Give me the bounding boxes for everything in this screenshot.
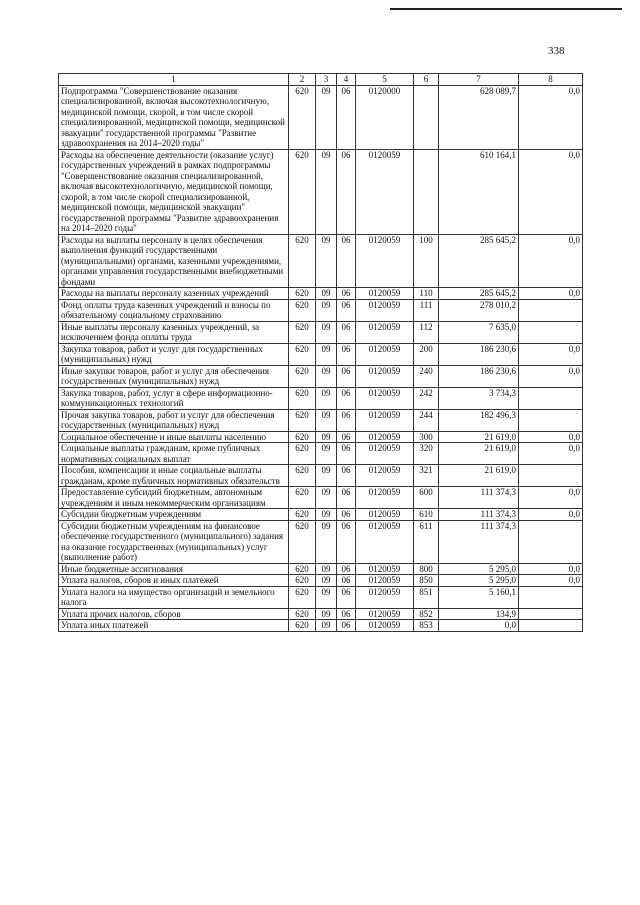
amount-cell: 111 374,3	[439, 520, 519, 563]
ministry-code-cell: 620	[289, 520, 316, 563]
ministry-code-cell: 620	[289, 563, 316, 575]
ministry-code-cell: 620	[289, 620, 316, 632]
target-article-code-cell: 0120059	[356, 288, 414, 300]
table-row	[59, 520, 583, 563]
expense-type-code-cell: 300	[414, 431, 439, 443]
amount-cell: 111 374,3	[439, 487, 519, 509]
item-name-cell: Субсидии бюджетным учреждениям на финансовое обеспечение государственного (муниципального) задания на оказание государственных (муниципальных) услуг (выполнение работ)	[59, 520, 289, 563]
expense-type-code-cell: 852	[414, 608, 439, 620]
section-code-cell: 09	[316, 443, 337, 465]
target-article-code-cell: 0120059	[356, 487, 414, 509]
target-article-code-cell: 0120059	[356, 563, 414, 575]
target-article-code-cell: 0120059	[356, 321, 414, 343]
table-row	[59, 608, 583, 620]
target-article-code-cell: 0120059	[356, 443, 414, 465]
amount-cell: 5 295,0	[439, 575, 519, 587]
budget-table	[58, 73, 583, 632]
amount-cell: 610 164,1	[439, 149, 519, 234]
item-name-cell: Расходы на выплаты персоналу в целях обеспечения выполнения функций государственными (муниципальными) органами, казенными учреждениями, органами управления государственными внебюджетными фондами	[59, 234, 289, 288]
table-row	[59, 509, 583, 521]
expense-type-code-cell: 112	[414, 321, 439, 343]
target-article-code-cell: 0120059	[356, 343, 414, 365]
table-row	[59, 575, 583, 587]
amount-column-8-cell	[519, 387, 583, 409]
subsection-code-cell: 06	[337, 288, 356, 300]
table-row	[59, 149, 583, 234]
amount-column-8-cell	[519, 299, 583, 321]
table-row	[59, 465, 583, 487]
ministry-code-cell: 620	[289, 149, 316, 234]
table-row	[59, 387, 583, 409]
subsection-code-cell: 06	[337, 365, 356, 387]
table-row	[59, 620, 583, 632]
column-header: 4	[337, 74, 356, 86]
target-article-code-cell: 0120059	[356, 387, 414, 409]
amount-column-8-cell: 0,0	[519, 563, 583, 575]
expense-type-code-cell	[414, 85, 439, 149]
ministry-code-cell: 620	[289, 575, 316, 587]
section-code-cell: 09	[316, 509, 337, 521]
table-row	[59, 487, 583, 509]
table-header	[59, 74, 583, 86]
expense-type-code-cell: 200	[414, 343, 439, 365]
section-code-cell: 09	[316, 620, 337, 632]
item-name-cell: Уплата налога на имущество организаций и земельного налога	[59, 586, 289, 608]
subsection-code-cell: 06	[337, 586, 356, 608]
item-name-cell: Уплата прочих налогов, сборов	[59, 608, 289, 620]
amount-cell: 182 496,3	[439, 409, 519, 431]
item-name-cell: Расходы на обеспечение деятельности (оказание услуг) государственных учреждений в рамках подпрограммы "Совершенствование оказания специализированной, включая высокотехнологичную, медицинской помощи, скорой, в том числе скорой специализированной, медицинской помощи, медицинской эвакуации" государственной программы "Развитие здравоохранения на 2014–2020 годы"	[59, 149, 289, 234]
amount-cell: 186 230,6	[439, 343, 519, 365]
section-code-cell: 09	[316, 85, 337, 149]
ministry-code-cell: 620	[289, 586, 316, 608]
ministry-code-cell: 620	[289, 85, 316, 149]
ministry-code-cell: 620	[289, 608, 316, 620]
column-header: 8	[519, 74, 583, 86]
section-code-cell: 09	[316, 520, 337, 563]
amount-column-8-cell: 0,0	[519, 431, 583, 443]
section-code-cell: 09	[316, 563, 337, 575]
target-article-code-cell: 0120059	[356, 149, 414, 234]
subsection-code-cell: 06	[337, 431, 356, 443]
subsection-code-cell: 06	[337, 509, 356, 521]
ministry-code-cell: 620	[289, 343, 316, 365]
table-row	[59, 85, 583, 149]
expense-type-code-cell	[414, 149, 439, 234]
item-name-cell: Иные закупки товаров, работ и услуг для обеспечения государственных (муниципальных) нужд	[59, 365, 289, 387]
header-row	[59, 74, 583, 86]
amount-cell: 0,0	[439, 620, 519, 632]
expense-type-code-cell: 320	[414, 443, 439, 465]
section-code-cell: 09	[316, 343, 337, 365]
ministry-code-cell: 620	[289, 288, 316, 300]
column-header: 7	[439, 74, 519, 86]
target-article-code-cell: 0120059	[356, 431, 414, 443]
expense-type-code-cell: 853	[414, 620, 439, 632]
expense-type-code-cell: 800	[414, 563, 439, 575]
item-name-cell: Закупка товаров, работ и услуг для государственных (муниципальных) нужд	[59, 343, 289, 365]
item-name-cell: Иные бюджетные ассигнования	[59, 563, 289, 575]
table-row	[59, 343, 583, 365]
amount-column-8-cell	[519, 409, 583, 431]
ministry-code-cell: 620	[289, 365, 316, 387]
ministry-code-cell: 620	[289, 321, 316, 343]
item-name-cell: Уплата налогов, сборов и иных платежей	[59, 575, 289, 587]
amount-cell: 5 295,0	[439, 563, 519, 575]
target-article-code-cell: 0120059	[356, 620, 414, 632]
amount-column-8-cell: 0,0	[519, 509, 583, 521]
target-article-code-cell: 0120059	[356, 465, 414, 487]
table-row	[59, 234, 583, 288]
item-name-cell: Прочая закупка товаров, работ и услуг для обеспечения государственных (муниципальных) нужд	[59, 409, 289, 431]
target-article-code-cell: 0120059	[356, 520, 414, 563]
section-code-cell: 09	[316, 487, 337, 509]
expense-type-code-cell: 100	[414, 234, 439, 288]
section-code-cell: 09	[316, 288, 337, 300]
item-name-cell: Уплата иных платежей	[59, 620, 289, 632]
expense-type-code-cell: 850	[414, 575, 439, 587]
expense-type-code-cell: 321	[414, 465, 439, 487]
item-name-cell: Фонд оплаты труда казенных учреждений и взносы по обязательному социальному страхованию	[59, 299, 289, 321]
target-article-code-cell: 0120059	[356, 509, 414, 521]
amount-column-8-cell: 0,0	[519, 343, 583, 365]
subsection-code-cell: 06	[337, 520, 356, 563]
column-header: 3	[316, 74, 337, 86]
subsection-code-cell: 06	[337, 409, 356, 431]
table-row	[59, 443, 583, 465]
section-code-cell: 09	[316, 149, 337, 234]
item-name-cell: Закупка товаров, работ, услуг в сфере информационно-коммуникационных технологий	[59, 387, 289, 409]
section-code-cell: 09	[316, 321, 337, 343]
expense-type-code-cell: 240	[414, 365, 439, 387]
ministry-code-cell: 620	[289, 431, 316, 443]
item-name-cell: Социальное обеспечение и иные выплаты населению	[59, 431, 289, 443]
ministry-code-cell: 620	[289, 387, 316, 409]
ministry-code-cell: 620	[289, 487, 316, 509]
item-name-cell: Социальные выплаты гражданам, кроме публичных нормативных социальных выплат	[59, 443, 289, 465]
amount-column-8-cell: 0,0	[519, 149, 583, 234]
item-name-cell: Расходы на выплаты персоналу казенных учреждений	[59, 288, 289, 300]
expense-type-code-cell: 610	[414, 509, 439, 521]
expense-type-code-cell: 611	[414, 520, 439, 563]
amount-column-8-cell: 0,0	[519, 85, 583, 149]
amount-cell: 111 374,3	[439, 509, 519, 521]
amount-cell: 3 734,3	[439, 387, 519, 409]
ministry-code-cell: 620	[289, 299, 316, 321]
subsection-code-cell: 06	[337, 387, 356, 409]
ministry-code-cell: 620	[289, 234, 316, 288]
subsection-code-cell: 06	[337, 299, 356, 321]
subsection-code-cell: 06	[337, 234, 356, 288]
expense-type-code-cell: 851	[414, 586, 439, 608]
ministry-code-cell: 620	[289, 443, 316, 465]
subsection-code-cell: 06	[337, 465, 356, 487]
amount-column-8-cell: 0,0	[519, 288, 583, 300]
item-name-cell: Подпрограмма "Совершенствование оказания специализированной, включая высокотехнологичную, медицинской помощи, скорой, в том числе скорой специализированной, медицинской помощи, медицинской эвакуации" государственной программы "Развитие здравоохранения на 2014–2020 годы"	[59, 85, 289, 149]
section-code-cell: 09	[316, 586, 337, 608]
amount-column-8-cell: 0,0	[519, 575, 583, 587]
table-body	[59, 85, 583, 631]
amount-cell: 21 619,0	[439, 465, 519, 487]
amount-cell: 285 645,2	[439, 288, 519, 300]
amount-column-8-cell	[519, 520, 583, 563]
column-header: 2	[289, 74, 316, 86]
subsection-code-cell: 06	[337, 85, 356, 149]
target-article-code-cell: 0120059	[356, 234, 414, 288]
amount-column-8-cell	[519, 608, 583, 620]
amount-cell: 285 645,2	[439, 234, 519, 288]
subsection-code-cell: 06	[337, 343, 356, 365]
amount-column-8-cell: 0,0	[519, 234, 583, 288]
ministry-code-cell: 620	[289, 409, 316, 431]
subsection-code-cell: 06	[337, 321, 356, 343]
section-code-cell: 09	[316, 465, 337, 487]
expense-type-code-cell: 111	[414, 299, 439, 321]
expense-type-code-cell: 600	[414, 487, 439, 509]
target-article-code-cell: 0120059	[356, 608, 414, 620]
item-name-cell: Пособия, компенсации и иные социальные выплаты гражданам, кроме публичных нормативных обязательств	[59, 465, 289, 487]
subsection-code-cell: 06	[337, 149, 356, 234]
column-header: 5	[356, 74, 414, 86]
section-code-cell: 09	[316, 365, 337, 387]
ministry-code-cell: 620	[289, 509, 316, 521]
amount-column-8-cell	[519, 586, 583, 608]
section-code-cell: 09	[316, 387, 337, 409]
expense-type-code-cell: 110	[414, 288, 439, 300]
item-name-cell: Иные выплаты персоналу казенных учреждений, за исключением фонда оплаты труда	[59, 321, 289, 343]
amount-cell: 628 089,7	[439, 85, 519, 149]
target-article-code-cell: 0120059	[356, 586, 414, 608]
column-header: 1	[59, 74, 289, 86]
amount-cell: 278 010,2	[439, 299, 519, 321]
subsection-code-cell: 06	[337, 620, 356, 632]
subsection-code-cell: 06	[337, 575, 356, 587]
amount-column-8-cell	[519, 465, 583, 487]
section-code-cell: 09	[316, 409, 337, 431]
page-number: 338	[548, 45, 565, 57]
section-code-cell: 09	[316, 431, 337, 443]
subsection-code-cell: 06	[337, 608, 356, 620]
item-name-cell: Субсидии бюджетным учреждениям	[59, 509, 289, 521]
table-row	[59, 299, 583, 321]
expense-type-code-cell: 244	[414, 409, 439, 431]
table-row	[59, 321, 583, 343]
target-article-code-cell: 0120059	[356, 365, 414, 387]
target-article-code-cell: 0120059	[356, 409, 414, 431]
table-row	[59, 409, 583, 431]
amount-cell: 21 619,0	[439, 431, 519, 443]
section-code-cell: 09	[316, 234, 337, 288]
target-article-code-cell: 0120059	[356, 299, 414, 321]
table-row	[59, 586, 583, 608]
table-row	[59, 365, 583, 387]
section-code-cell: 09	[316, 299, 337, 321]
subsection-code-cell: 06	[337, 563, 356, 575]
expense-type-code-cell: 242	[414, 387, 439, 409]
subsection-code-cell: 06	[337, 443, 356, 465]
top-rule	[390, 8, 622, 10]
column-header: 6	[414, 74, 439, 86]
table-row	[59, 563, 583, 575]
section-code-cell: 09	[316, 575, 337, 587]
amount-column-8-cell	[519, 620, 583, 632]
table-row	[59, 431, 583, 443]
ministry-code-cell: 620	[289, 465, 316, 487]
table-row	[59, 288, 583, 300]
amount-column-8-cell: 0,0	[519, 487, 583, 509]
amount-cell: 186 230,6	[439, 365, 519, 387]
amount-column-8-cell	[519, 321, 583, 343]
amount-column-8-cell: 0,0	[519, 443, 583, 465]
target-article-code-cell: 0120059	[356, 575, 414, 587]
amount-cell: 21 619,0	[439, 443, 519, 465]
target-article-code-cell: 0120000	[356, 85, 414, 149]
amount-cell: 134,9	[439, 608, 519, 620]
amount-cell: 7 635,0	[439, 321, 519, 343]
section-code-cell: 09	[316, 608, 337, 620]
item-name-cell: Предоставление субсидий бюджетным, автономным учреждениям и иным некоммерческим организациям	[59, 487, 289, 509]
amount-column-8-cell: 0,0	[519, 365, 583, 387]
amount-cell: 5 160,1	[439, 586, 519, 608]
subsection-code-cell: 06	[337, 487, 356, 509]
